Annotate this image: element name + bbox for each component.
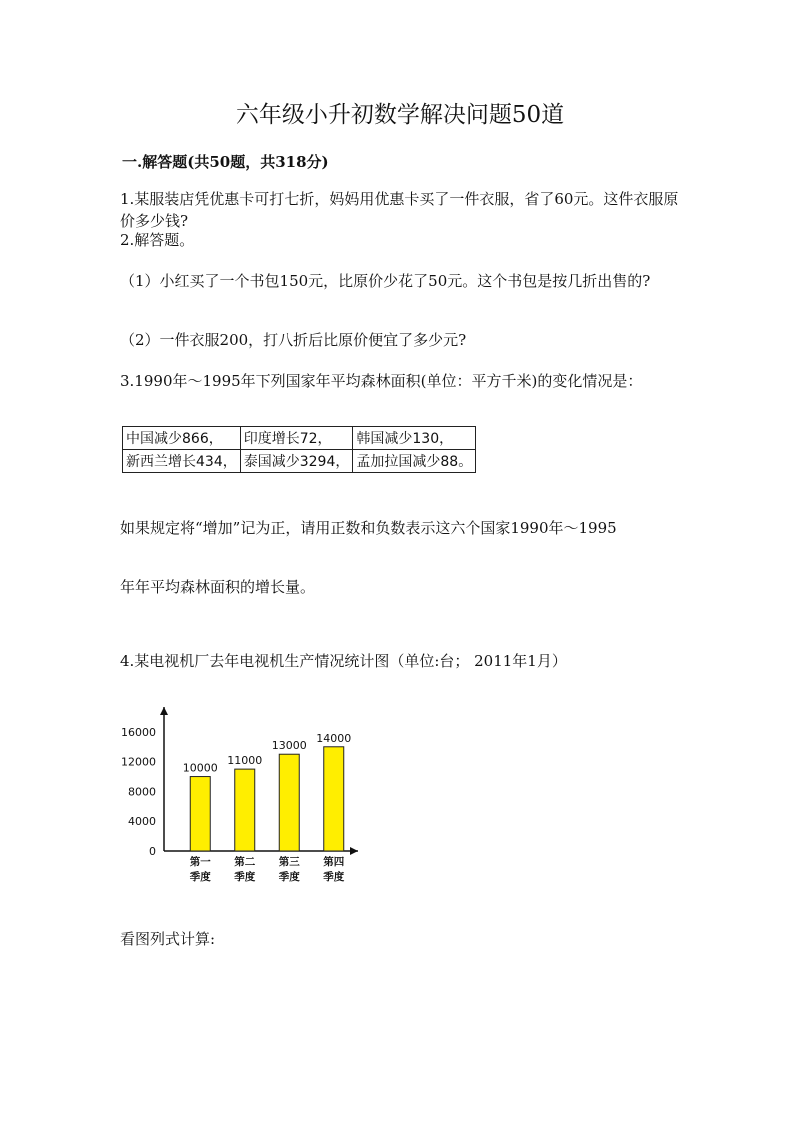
y-tick-label: 8000 bbox=[128, 785, 156, 799]
bar-value-label: 10000 bbox=[182, 761, 218, 775]
bar bbox=[324, 747, 344, 851]
y-axis-arrow bbox=[160, 707, 168, 715]
question-3-instruction-line-1: 如果规定将“增加”记为正，请用正数和负数表示这六个国家1990年～1995 bbox=[120, 519, 617, 537]
bar-value-label: 11000 bbox=[227, 754, 263, 768]
x-category-label: 季度 bbox=[278, 871, 300, 883]
forest-change-table bbox=[122, 426, 476, 473]
table-cell: 韩国减少130， bbox=[353, 427, 476, 450]
table-row bbox=[123, 450, 476, 473]
section-heading: 一.解答题(共50题，共318分) bbox=[122, 153, 329, 171]
table-cell: 中国减少866， bbox=[123, 427, 241, 450]
x-category-label: 第二 bbox=[234, 856, 256, 868]
x-category-label: 第一 bbox=[189, 856, 211, 868]
table-cell: 孟加拉国减少88。 bbox=[353, 450, 476, 473]
x-axis-arrow bbox=[350, 847, 358, 855]
x-category-label: 季度 bbox=[189, 871, 211, 883]
y-tick-label: 0 bbox=[149, 845, 156, 858]
x-category-label: 第四 bbox=[323, 856, 345, 868]
y-tick-label: 12000 bbox=[121, 755, 156, 769]
bar bbox=[235, 769, 255, 851]
table-cell: 泰国减少3294， bbox=[240, 450, 353, 473]
question-2-part-2: （2）一件衣服200，打八折后比原价便宜了多少元? bbox=[120, 331, 467, 349]
question-1: 1.某服装店凭优惠卡可打七折，妈妈用优惠卡买了一件衣服，省了60元。这件衣服原价多少钱? bbox=[120, 190, 679, 230]
y-tick-label: 16000 bbox=[121, 725, 156, 739]
x-category-label: 季度 bbox=[323, 871, 345, 883]
question-2: 2.解答题。 bbox=[120, 231, 195, 249]
bar bbox=[279, 754, 299, 851]
x-category-label: 第三 bbox=[278, 856, 300, 868]
y-tick-label: 4000 bbox=[128, 815, 156, 829]
bar-value-label: 14000 bbox=[316, 731, 352, 745]
question-4-prompt: 看图列式计算: bbox=[120, 930, 216, 948]
tv-production-bar-chart bbox=[118, 695, 378, 895]
table-cell: 印度增长72， bbox=[240, 427, 353, 450]
bar bbox=[190, 777, 210, 851]
table-cell: 新西兰增长434， bbox=[123, 450, 241, 473]
page-title: 六年级小升初数学解决问题50道 bbox=[235, 102, 565, 128]
table-row bbox=[123, 427, 476, 450]
question-2-part-1: （1）小红买了一个书包150元，比原价少花了50元。这个书包是按几折出售的? bbox=[120, 272, 651, 290]
question-3-instruction-line-2: 年年平均森林面积的增长量。 bbox=[120, 578, 316, 596]
question-4: 4.某电视机厂去年电视机生产情况统计图（单位:台； 2011年1月） bbox=[120, 652, 567, 670]
question-3: 3.1990年～1995年下列国家年平均森林面积(单位：平方千米)的变化情况是： bbox=[120, 372, 643, 390]
x-category-label: 季度 bbox=[234, 871, 256, 883]
bar-value-label: 13000 bbox=[271, 739, 307, 753]
